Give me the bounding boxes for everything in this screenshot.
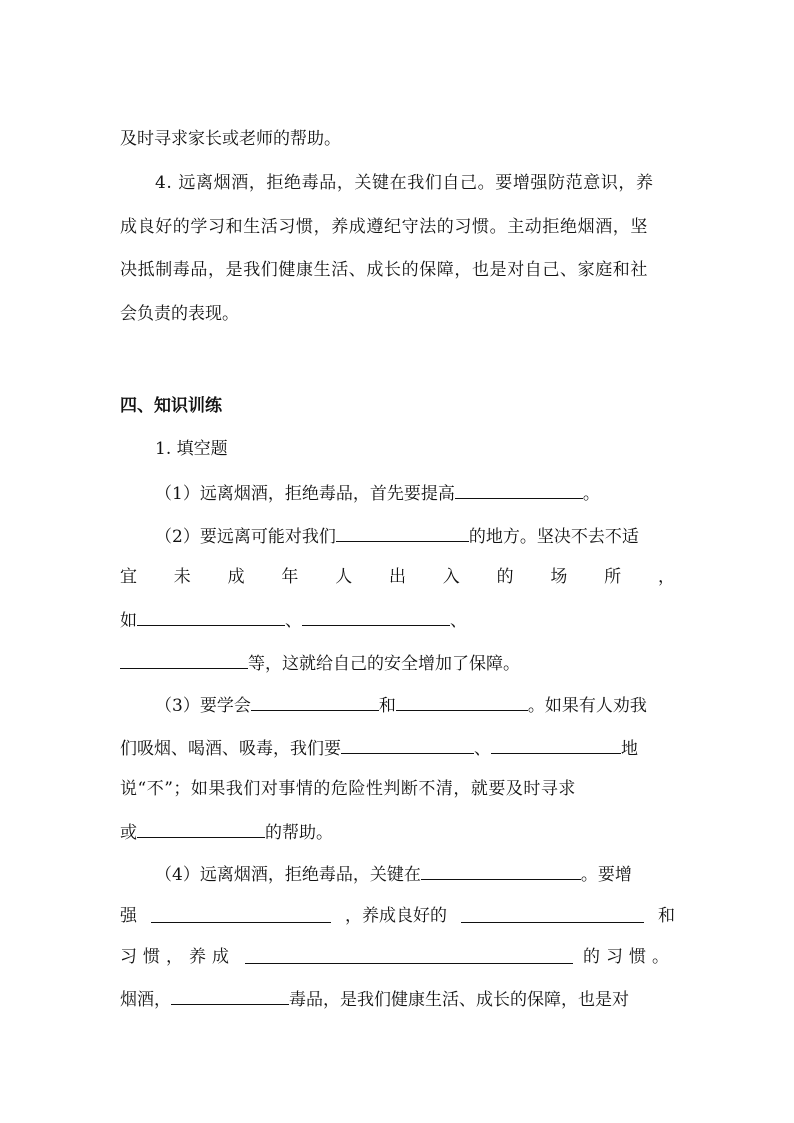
char: 场 xyxy=(550,567,568,587)
fill-blank[interactable] xyxy=(137,820,265,838)
char: 所 xyxy=(604,567,622,587)
question-text: ，养成良好的 xyxy=(345,906,447,926)
question-text: 的习惯。 xyxy=(583,947,675,967)
question-text: 烟酒， xyxy=(120,990,171,1010)
question-text: 的帮助。 xyxy=(265,823,333,843)
fill-blank[interactable] xyxy=(137,608,285,626)
char: 的 xyxy=(496,567,514,587)
fill-blank[interactable] xyxy=(396,693,528,711)
question-text: （2）要远离可能对我们 xyxy=(155,527,336,547)
section-heading: 四、知识训练 xyxy=(120,396,222,416)
question-3-line-3: 说“不”；如果我们对事情的危险性判断不清，就要及时寻求 xyxy=(120,779,576,799)
question-text: 。如果有人劝我 xyxy=(527,696,647,716)
char: 人 xyxy=(335,567,353,587)
question-text: 、 xyxy=(474,739,491,759)
char: 未 xyxy=(173,567,191,587)
question-2-line-4 xyxy=(120,651,675,675)
fill-blank[interactable] xyxy=(421,862,581,880)
question-3-line-1 xyxy=(155,693,675,717)
question-4-line-2 xyxy=(120,905,675,927)
question-2-line-3 xyxy=(120,608,675,632)
question-1 xyxy=(155,481,675,505)
question-text: 和 xyxy=(378,696,396,716)
question-text: 毒品，是我们健康生活、成长的保障，也是对 xyxy=(289,990,629,1010)
question-4-line-4 xyxy=(120,987,675,1011)
fill-blank[interactable] xyxy=(461,905,644,923)
fill-blank[interactable] xyxy=(455,481,583,499)
question-text: 的地方。坚决不去不适 xyxy=(468,527,639,547)
question-2-line-2 xyxy=(120,566,675,588)
point-4-line-1: 4. 远离烟酒，拒绝毒品，关键在我们自己。要增强防范意识，养 xyxy=(155,173,654,193)
char: 宜 xyxy=(120,567,137,587)
question-text: 习惯，养成 xyxy=(120,947,235,967)
question-4-line-1 xyxy=(155,862,675,886)
question-3-line-4 xyxy=(120,820,675,844)
question-text: （3）要学会 xyxy=(155,696,251,716)
exercise-subheading: 1. 填空题 xyxy=(155,439,228,459)
fill-blank[interactable] xyxy=(341,736,474,754)
question-text: 和 xyxy=(658,906,675,926)
question-3-line-2 xyxy=(120,736,675,760)
question-text: 、 xyxy=(450,611,467,631)
fill-blank[interactable] xyxy=(491,736,621,754)
fill-blank[interactable] xyxy=(151,905,331,923)
question-text: 地 xyxy=(621,739,638,759)
question-4-line-3 xyxy=(120,946,675,968)
question-text: （1）远离烟酒，拒绝毒品，首先要提高 xyxy=(155,484,455,504)
char: 入 xyxy=(442,567,460,587)
paragraph-line: 及时寻求家长或老师的帮助。 xyxy=(120,129,341,149)
point-4-line-3: 决抵制毒品，是我们健康生活、成长的保障，也是对自己、家庭和社 xyxy=(120,260,648,280)
char: ， xyxy=(657,567,675,587)
fill-blank[interactable] xyxy=(245,946,573,964)
question-2-line-1 xyxy=(155,524,675,548)
char: 成 xyxy=(227,567,245,587)
fill-blank[interactable] xyxy=(171,987,289,1005)
question-text: （4）远离烟酒，拒绝毒品，关键在 xyxy=(155,865,421,885)
question-text: 、 xyxy=(285,611,302,631)
question-text: 们吸烟、喝酒、吸毒，我们要 xyxy=(120,739,341,759)
question-text: 强 xyxy=(120,906,137,926)
char: 出 xyxy=(388,567,406,587)
fill-blank[interactable] xyxy=(302,608,450,626)
fill-blank[interactable] xyxy=(120,651,248,669)
question-text: 等，这就给自己的安全增加了保障。 xyxy=(248,654,520,674)
char: 年 xyxy=(281,567,299,587)
question-text: 。要增 xyxy=(580,865,632,885)
point-4-line-2: 成良好的学习和生活习惯，养成遵纪守法的习惯。主动拒绝烟酒，坚 xyxy=(120,217,648,237)
question-text: 或 xyxy=(120,823,137,843)
question-text: 如 xyxy=(120,611,137,631)
point-4-line-4: 会负责的表现。 xyxy=(120,304,239,324)
fill-blank[interactable] xyxy=(336,524,469,542)
fill-blank[interactable] xyxy=(251,693,379,711)
question-text: 。 xyxy=(582,484,600,504)
